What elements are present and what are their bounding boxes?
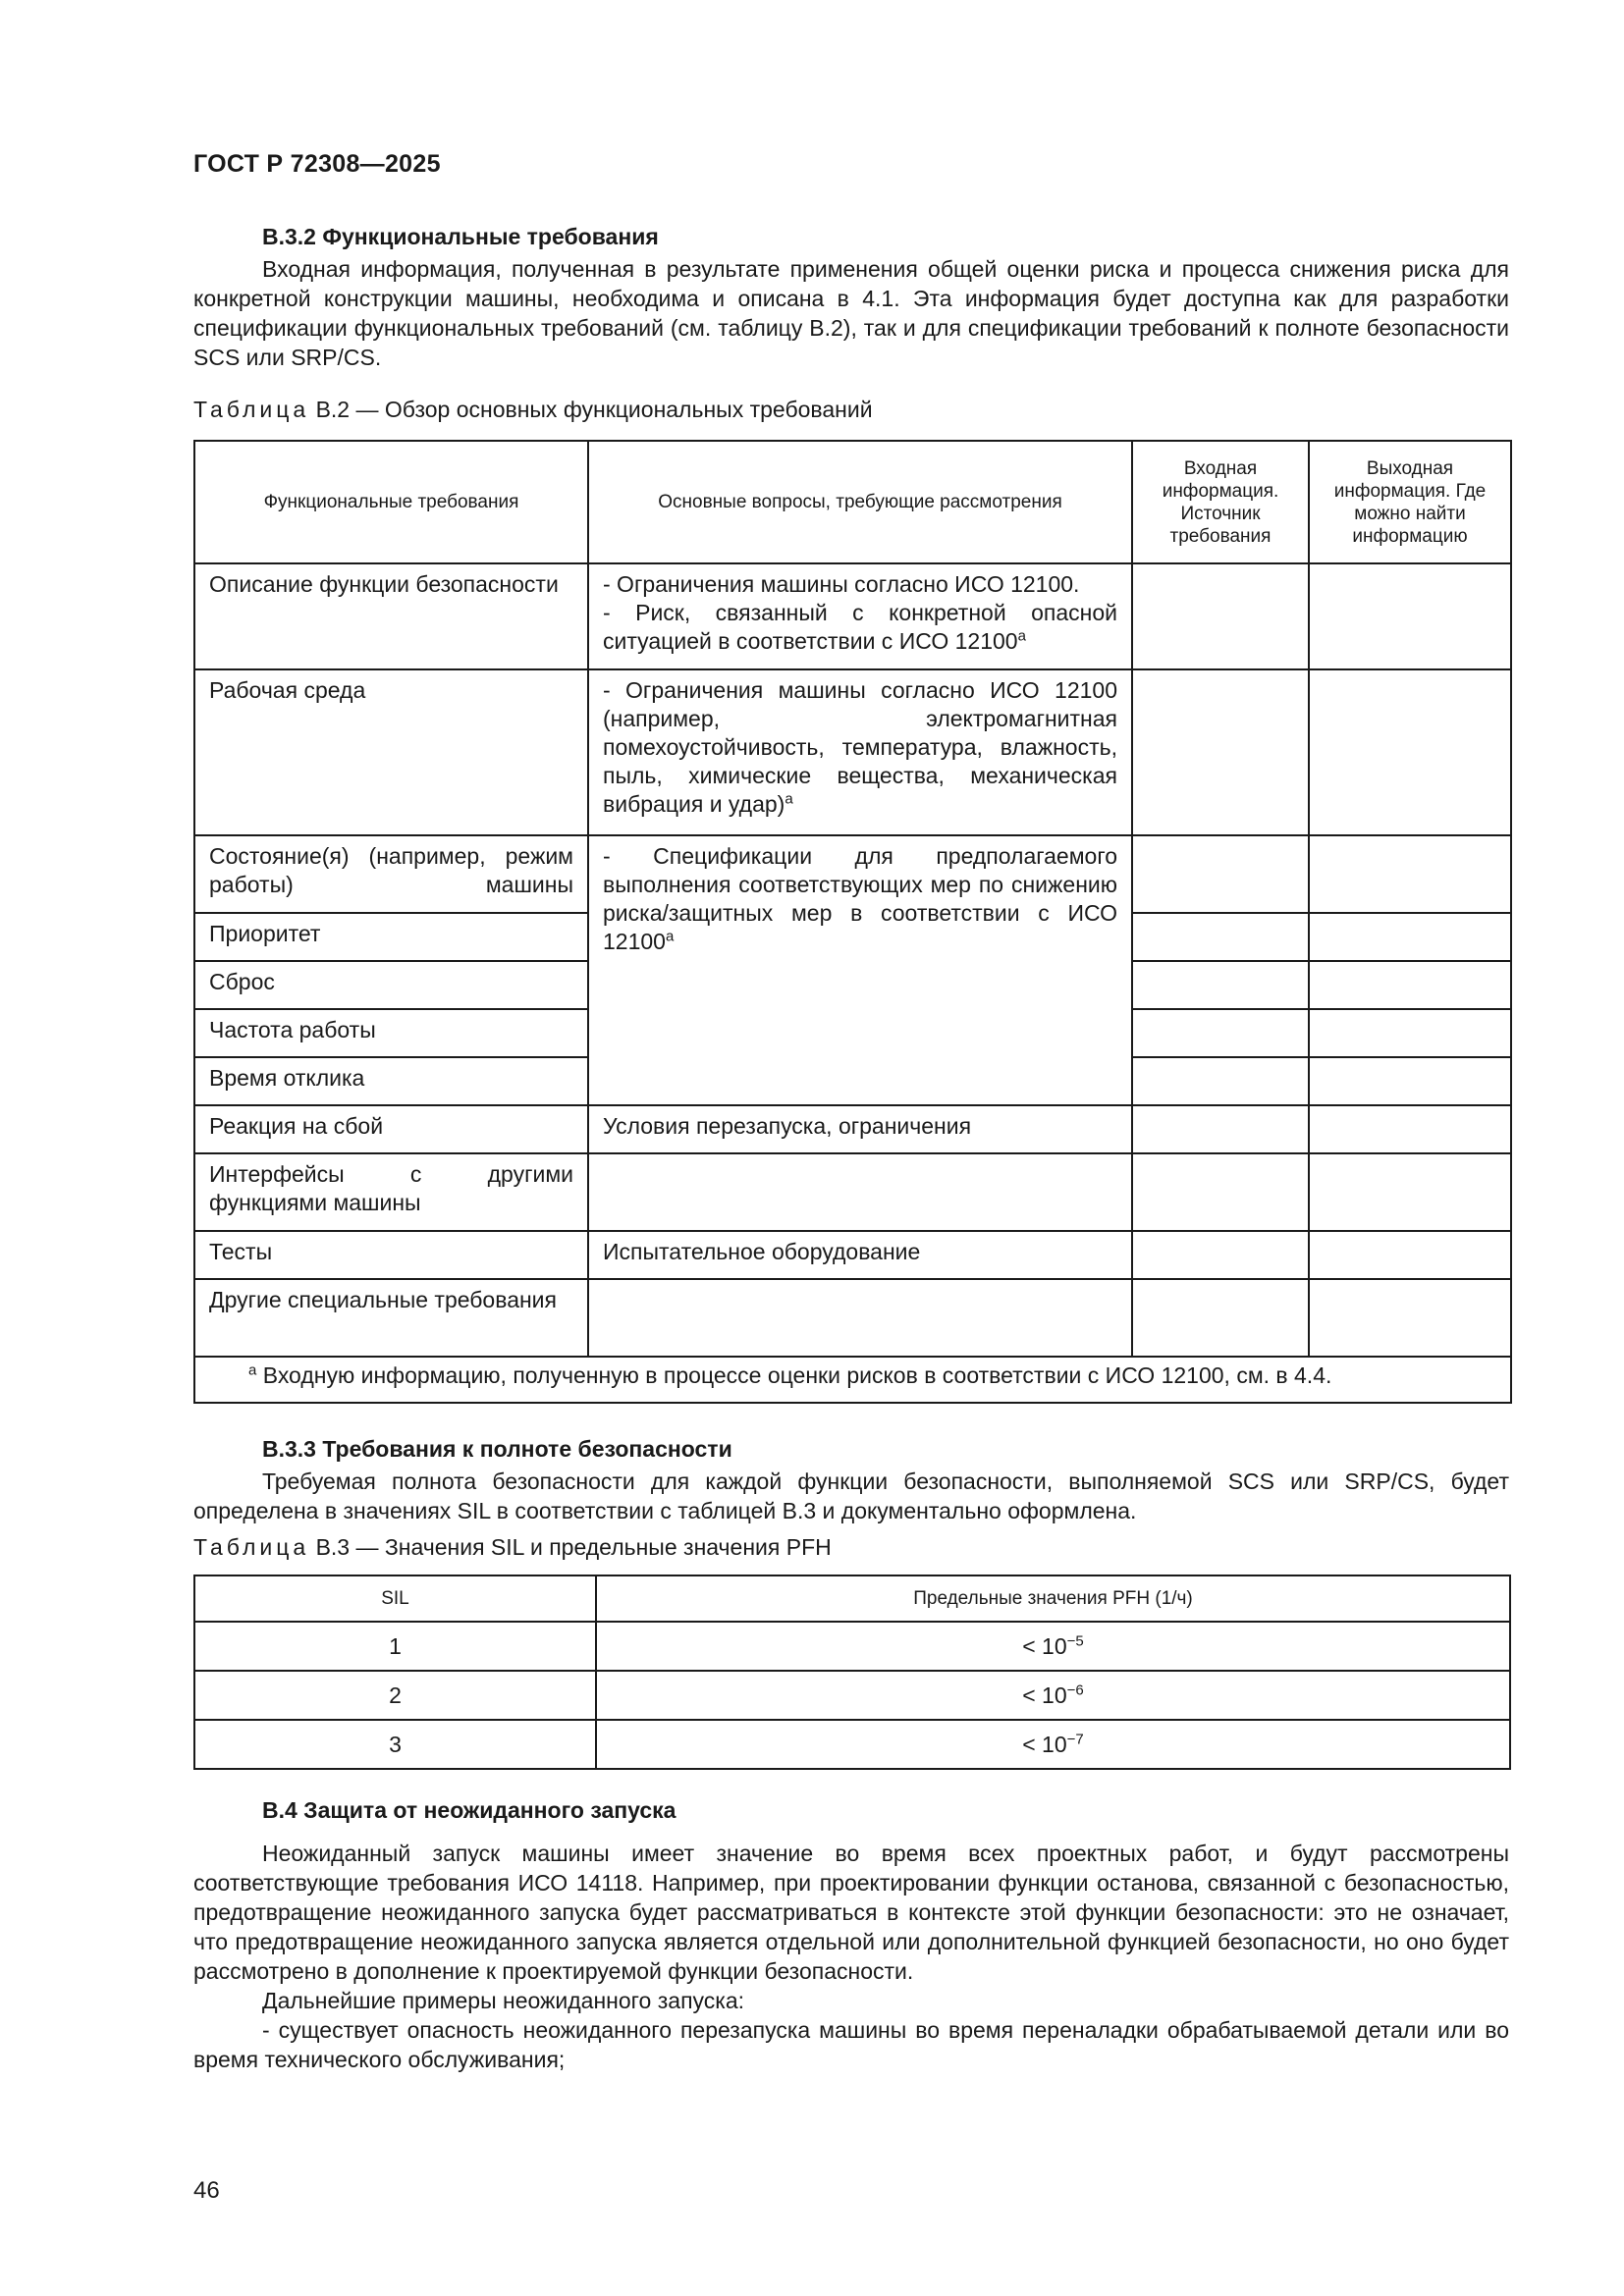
table-b2-input-cell <box>1132 961 1309 1009</box>
table-b2-footnote <box>194 1357 1511 1403</box>
footnote-ref: a <box>665 928 675 945</box>
table-b2-req-cell: Рабочая среда <box>194 669 588 835</box>
table-b2-output-cell <box>1309 1009 1511 1057</box>
table-b2-output-cell <box>1309 1231 1511 1279</box>
table-b2-header-row <box>194 441 1511 563</box>
question-line: - Ограничения машины согласно ИСО 12100. <box>603 571 1080 597</box>
table-row <box>194 1105 1511 1153</box>
table-row <box>194 669 1511 835</box>
table-b2-footnote-row <box>194 1357 1511 1403</box>
table-b3 <box>193 1575 1511 1770</box>
question-text: - Спецификации для предполагаемого выполнения соответствующих мер по снижению риска/защитных мер в соответствии с ИСО 12100 <box>603 843 1117 954</box>
document-code: ГОСТ Р 72308—2025 <box>193 150 441 178</box>
table-b3-sil-cell: 2 <box>194 1671 596 1720</box>
table-b2-question-cell <box>588 1153 1132 1231</box>
table-b2-header-input: Входная информация. Источник требования <box>1132 441 1309 563</box>
table-b3-pfh-cell <box>596 1622 1510 1671</box>
table-b2-header-output: Выходная информация. Где можно найти информацию <box>1309 441 1511 563</box>
section-b32-title: B.3.2 Функциональные требования <box>262 224 659 249</box>
table-row <box>194 1279 1511 1357</box>
table-b2-req-cell: Описание функции безопасности <box>194 563 588 669</box>
section-b32-body <box>193 254 1509 372</box>
table-b2-output-cell <box>1309 913 1511 961</box>
table-b2-output-cell <box>1309 669 1511 835</box>
table-b2-question-cell: Испытательное оборудование <box>588 1231 1132 1279</box>
table-b2-input-cell <box>1132 913 1309 961</box>
section-b4-paragraph: Неожиданный запуск машины имеет значение во время всех проектных работ, и будут рассмотрены соответствующие требования ИСО 14118. Например, при проектировании функции останова, связанной с безопасностью, предотвращение неожиданного запуска будет рассматриваться в контексте этой функции безопасности: это не означает, что предотвращение неожиданного запуска является отдельной или дополнительной функцией безопасности, но оно будет рассмотрено в дополнение к проектируемой функции безопасности. <box>193 1841 1509 1984</box>
footnote-ref: a <box>785 790 793 808</box>
table-b2-req-cell: Тесты <box>194 1231 588 1279</box>
table-b2-req-cell: Состояние(я) (например, режим работы) машины <box>194 835 588 913</box>
table-b2-output-cell <box>1309 1105 1511 1153</box>
table-b3-caption <box>193 1534 832 1561</box>
footnote-mark: a <box>248 1362 257 1379</box>
table-b2-input-cell <box>1132 1231 1309 1279</box>
pfh-value: < 10 <box>1022 1731 1067 1757</box>
table-b2-output-cell <box>1309 563 1511 669</box>
table-b3-sil-cell: 3 <box>194 1720 596 1769</box>
table-b2-input-cell <box>1132 563 1309 669</box>
pfh-exponent: −7 <box>1066 1730 1084 1747</box>
table-b2-input-cell <box>1132 669 1309 835</box>
table-b2-caption-text: В.2 — Обзор основных функциональных требований <box>315 397 873 422</box>
table-b2-question-cell-merged <box>588 835 1132 1105</box>
table-b3-pfh-cell <box>596 1671 1510 1720</box>
table-b2-req-cell: Приоритет <box>194 913 588 961</box>
table-b2-question-cell <box>588 1279 1132 1357</box>
table-b2-req-cell: Время отклика <box>194 1057 588 1105</box>
table-b3-header-pfh: Предельные значения PFH (1/ч) <box>596 1575 1510 1622</box>
table-b2-question-cell <box>588 563 1132 669</box>
question-text: - Риск, связанный с конкретной опасной ситуацией в соответствии с ИСО 12100 <box>603 600 1117 654</box>
table-row <box>194 835 1511 913</box>
table-b3-caption-label: Таблица <box>193 1534 310 1560</box>
table-b2-req-cell: Реакция на сбой <box>194 1105 588 1153</box>
pfh-value: < 10 <box>1022 1632 1067 1659</box>
question-line <box>603 599 1117 656</box>
table-b2-output-cell <box>1309 1057 1511 1105</box>
table-b2-caption-label: Таблица <box>193 397 310 422</box>
table-b2-header-req: Функциональные требования <box>194 441 588 563</box>
section-b4-paragraph: Дальнейшие примеры неожиданного запуска: <box>262 1988 745 2013</box>
table-b2-output-cell <box>1309 835 1511 913</box>
table-b2-input-cell <box>1132 835 1309 913</box>
table-row <box>194 563 1511 669</box>
table-b2-output-cell <box>1309 961 1511 1009</box>
table-b2-output-cell <box>1309 1279 1511 1357</box>
footnote-ref: a <box>1017 627 1026 645</box>
table-b2-input-cell <box>1132 1105 1309 1153</box>
table-b2-req-cell: Другие специальные требования <box>194 1279 588 1357</box>
section-b4-title: B.4 Защита от неожиданного запуска <box>262 1797 677 1823</box>
table-b2-output-cell <box>1309 1153 1511 1231</box>
table-b2-input-cell <box>1132 1009 1309 1057</box>
table-b2-req-cell: Частота работы <box>194 1009 588 1057</box>
pfh-exponent: −5 <box>1066 1631 1084 1649</box>
table-b2-req-cell: Интерфейсы с другими функциями машины <box>194 1153 588 1231</box>
table-b2-input-cell <box>1132 1279 1309 1357</box>
table-b2-caption <box>193 397 873 423</box>
table-b2 <box>193 440 1512 1404</box>
table-row <box>194 1231 1511 1279</box>
page-number: 46 <box>193 2177 220 2204</box>
section-b32-paragraph: Входная информация, полученная в результате применения общей оценки риска и процесса снижения риска для конкретной конструкции машины, необходима и описана в 4.1. Эта информация будет доступна как для разработки спецификации функциональных требований (см. таблицу В.2), так и для спецификации требований к полноте безопасности SCS или SRP/CS. <box>193 256 1509 370</box>
table-row <box>194 1671 1510 1720</box>
table-b2-header-questions: Основные вопросы, требующие рассмотрения <box>588 441 1132 563</box>
table-b2-req-cell: Сброс <box>194 961 588 1009</box>
section-b33-paragraph: Требуемая полнота безопасности для каждой функции безопасности, выполняемой SCS или SRP/CS, будет определена в значениях SIL в соответствии с таблицей В.3 и документально оформлена. <box>193 1468 1509 1523</box>
section-b4-paragraph: - существует опасность неожиданного перезапуска машины во время переналадки обрабатываемой детали или во время технического обслуживания; <box>193 2017 1509 2072</box>
table-b3-caption-text: В.3 — Значения SIL и предельные значения PFH <box>315 1534 832 1560</box>
table-b3-sil-cell: 1 <box>194 1622 596 1671</box>
pfh-exponent: −6 <box>1066 1681 1084 1698</box>
table-b2-input-cell <box>1132 1057 1309 1105</box>
table-b2-question-cell <box>588 669 1132 835</box>
table-b3-header-row <box>194 1575 1510 1622</box>
pfh-value: < 10 <box>1022 1682 1067 1708</box>
table-b2-question-cell: Условия перезапуска, ограничения <box>588 1105 1132 1153</box>
question-text: - Ограничения машины согласно ИСО 12100 (например, электромагнитная помехоустойчивость, температура, влажность, пыль, химические вещества, механическая вибрация и удар) <box>603 677 1117 817</box>
table-b3-header-sil: SIL <box>194 1575 596 1622</box>
table-b2-input-cell <box>1132 1153 1309 1231</box>
section-b4-body <box>193 1839 1509 2074</box>
footnote-text: Входную информацию, полученную в процессе оценки рисков в соответствии с ИСО 12100, см. в 4.4. <box>262 1362 1332 1388</box>
section-b33-body <box>193 1467 1509 1525</box>
table-row <box>194 1720 1510 1769</box>
section-b33-title: B.3.3 Требования к полноте безопасности <box>262 1436 732 1462</box>
table-row <box>194 1153 1511 1231</box>
table-b3-pfh-cell <box>596 1720 1510 1769</box>
table-row <box>194 1622 1510 1671</box>
